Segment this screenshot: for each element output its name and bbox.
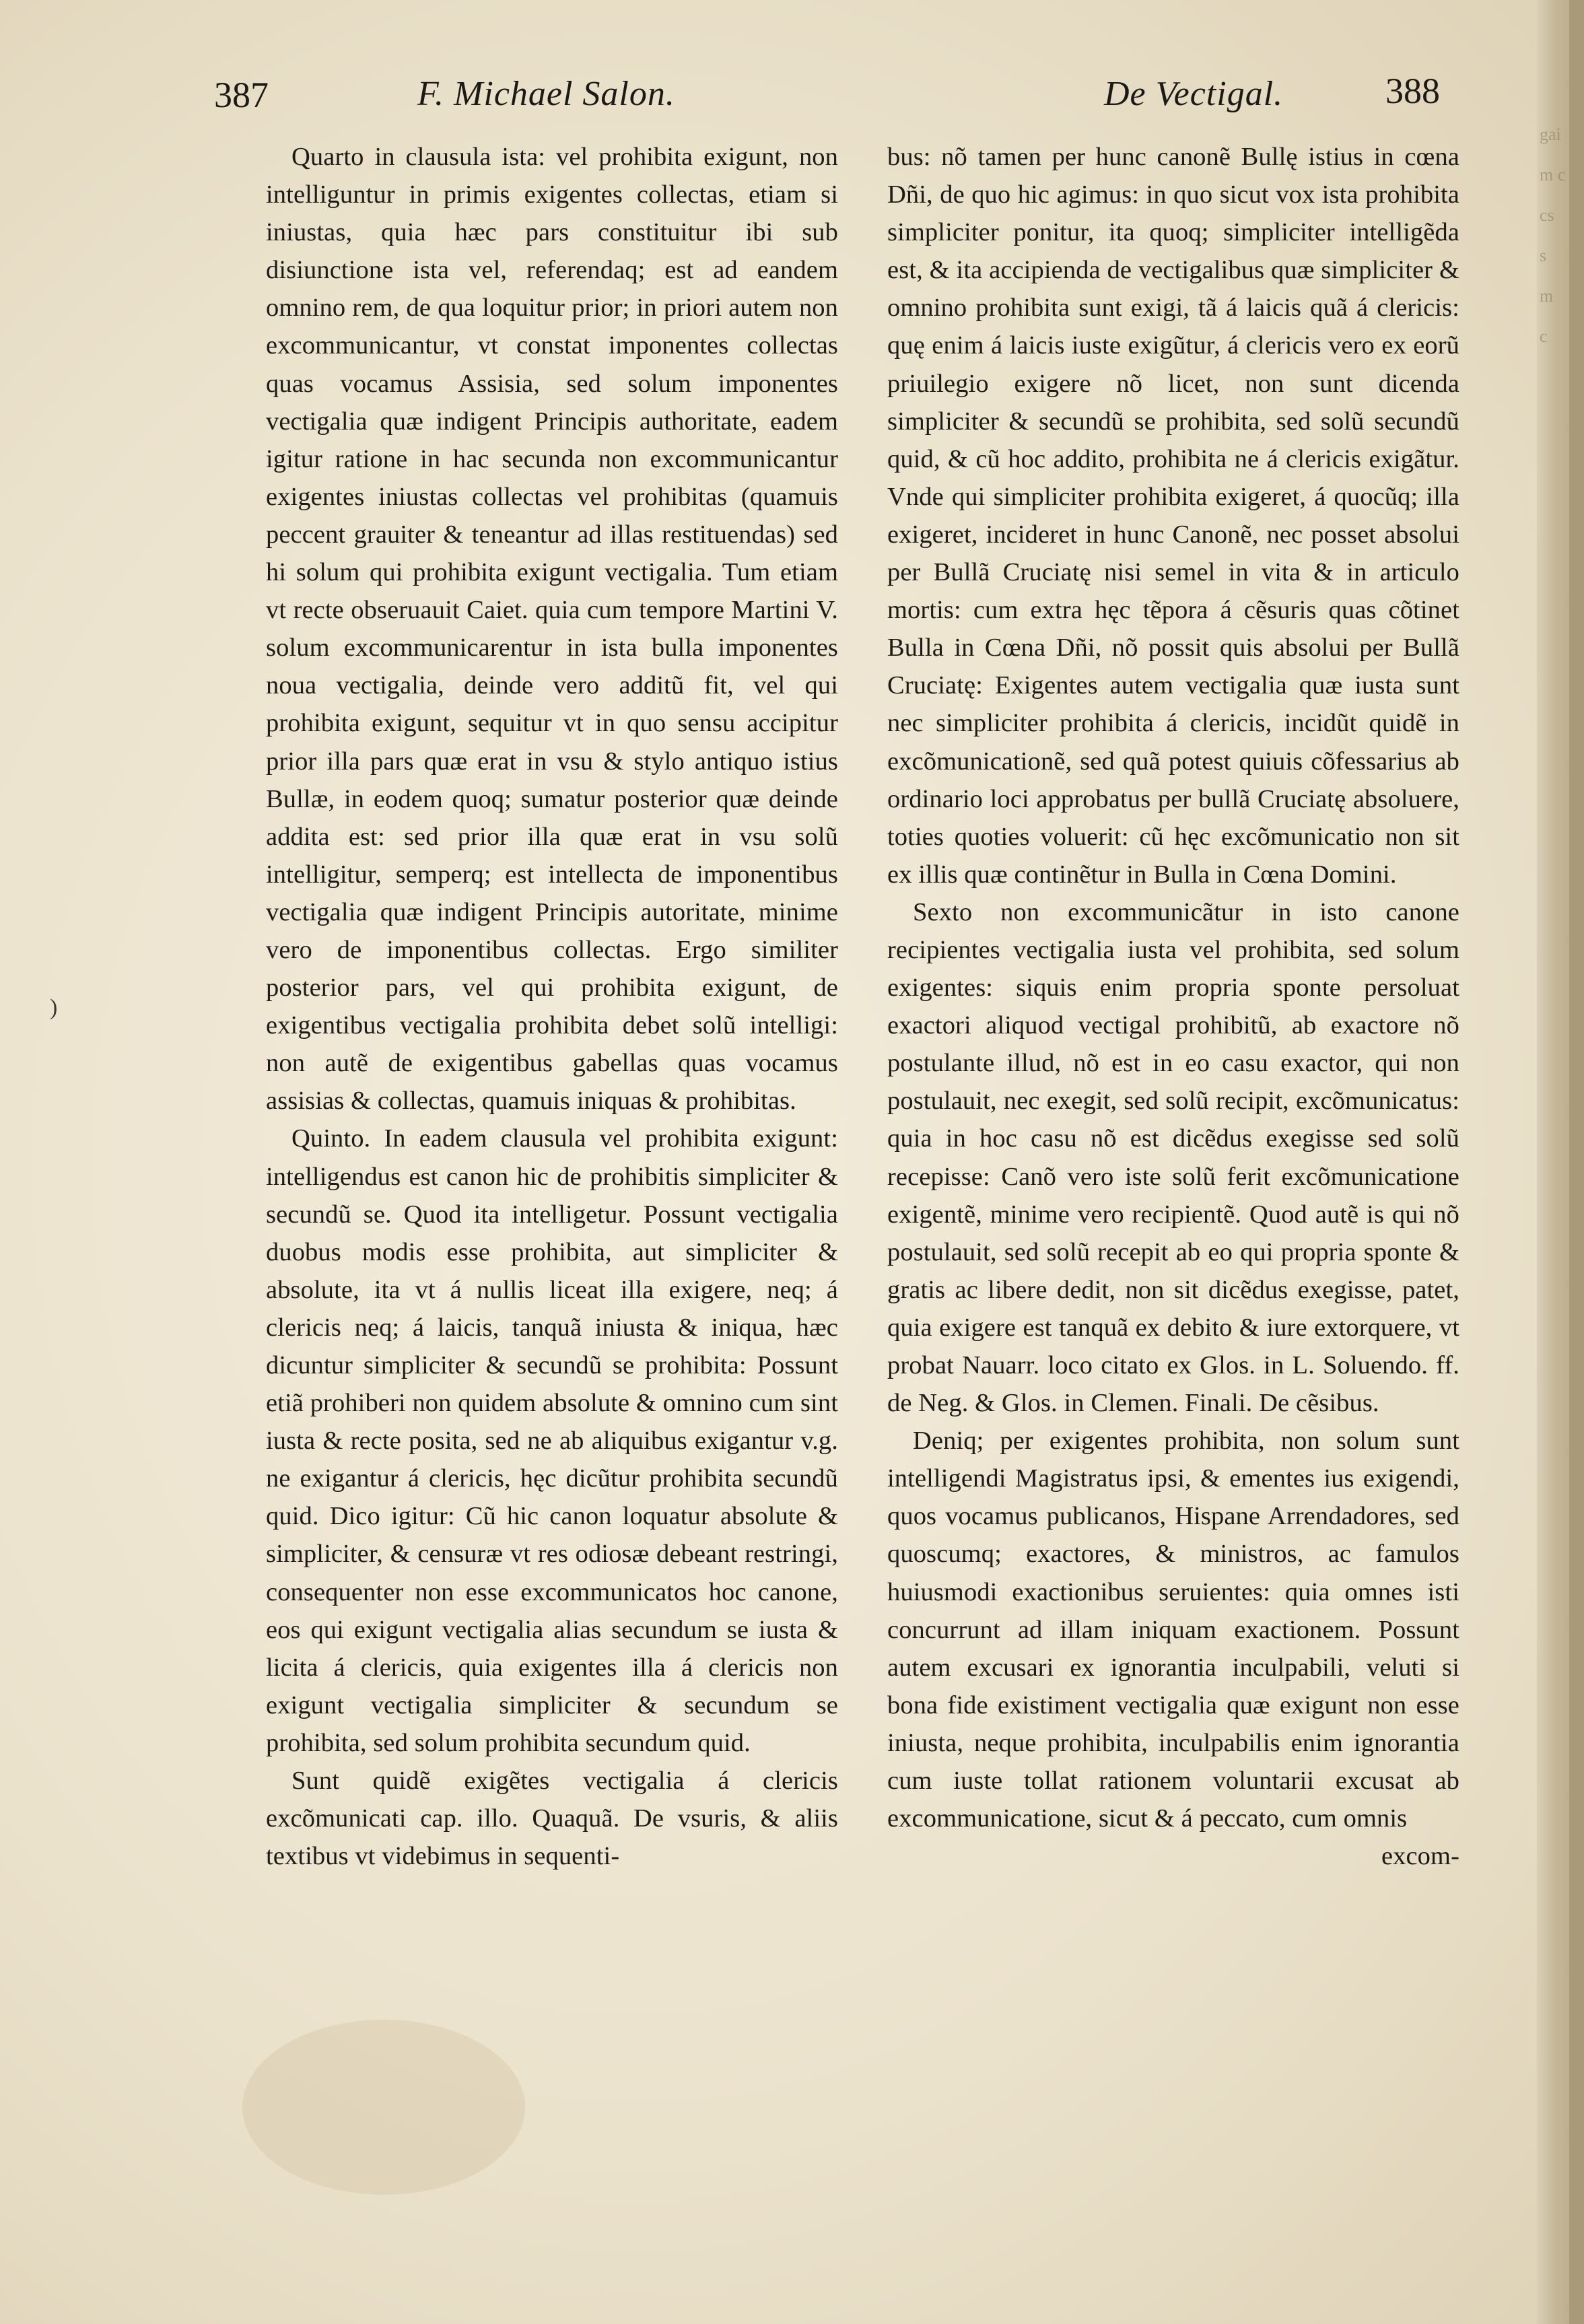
paragraph: Sunt quidẽ exigẽtes vectigalia á clericis excõmunicati cap. illo. Quaquã. De vsuris, & aliis textibus vt videbimus in sequenti-	[266, 1767, 838, 1871]
marginalia-line: m	[1540, 286, 1554, 306]
paragraph: Deniq; per exigentes prohibita, non solum sunt intelligendi Magistratus ipsi, & ementes ius exigendi, quos vocamus publicanos, Hispane Arrendadores, sed quoscumq; exactores, & ministros, ac famulos huiusmodi exactionibus seruientes: quia omnes isti concurrunt ad illam iniquam exactionem. Possunt autem excusari ex ignorantia inculpabili, veluti si bona fide existiment vectigalia quæ exigunt non esse iniusta, neque prohibita, inculpabilis enim ignorantia cum iuste tollat rationem voluntarii excusat ab excommunicatione, sicut & á peccato, cum omnis	[887, 1427, 1459, 1833]
marginalia	[1540, 114, 1580, 357]
paragraph: Quinto. In eadem clausula vel prohibita exigunt: intelligendus est canon hic de prohibitis simpliciter & secundũ se. Quod ita intelligetur. Possunt vectigalia duobus modis esse prohibita, aut simpliciter & absolute, ita vt á nullis liceat illa exigere, neq; á clericis neq; á laicis, tanquã iniusta & iniqua, hæc dicuntur simpliciter & secundũ se prohibita: Possunt etiã prohiberi non quidem absolute & omnino cum sint iusta & recte posita, sed ne ab aliquibus exigantur v.g. ne exigantur á clericis, hęc dicũtur prohibita secundũ quid. Dico igitur: Cũ hic canon loquatur absolute & simpliciter, & censuræ vt res odiosæ debeant restringi, consequenter non esse excommunicatos hoc canone, eos qui exigunt vectigalia alias secundum se iusta & licita á clericis, quia exigentes illa á clericis non exigunt vectigalia simpliciter & secundum se prohibita, sed solum prohibita secundum quid.	[266, 1124, 838, 1757]
paragraph: bus: nõ tamen per hunc canonẽ Bullę istius in cœna Dñi, de quo hic agimus: in quo sicut vox ista prohibita simpliciter ponitur, ita quoq; simpliciter intelligẽda est, & ita accipienda de vectigalibus quæ simpliciter & omnino prohibita sunt exigi, tã á laicis quã á clericis: quę enim á laicis iuste exigũtur, á clericis vero ex eorũ priuilegio exigere nõ licet, non sunt dicenda simpliciter & secundũ se prohibita, sed solũ secundũ quid, & cũ hoc addito, prohibita ne á clericis exigãtur. Vnde qui simpliciter prohibita exigeret, á quocũq; illa exigeret, incideret in hunc Canonẽ, nec posset absolui per Bullã Cruciatę nisi semel in vita & in articulo mortis: cum extra hęc tẽpora á cẽsuris quas cõtinet Bulla in Cœna Dñi, nõ possit quis absolui per Bullã Cruciatę: Exigentes autem vectigalia quæ iusta sunt nec simpliciter prohibita á clericis, incidũt quidẽ in excõmunicationẽ, sed quã potest quiuis cõfessarius ab ordinario loci approbatus per bullã Cruciatę absoluere, toties quoties voluerit: cũ hęc excõmunicatio non sit ex illis quæ continẽtur in Bulla in Cœna Domini.	[887, 143, 1459, 889]
running-header	[0, 71, 1548, 128]
marginalia-line: c	[1540, 327, 1548, 346]
water-stain	[242, 2020, 525, 2195]
paragraph: Quarto in clausula ista: vel prohibita exigunt, non intelliguntur in primis exigentes collectas, etiam si iniustas, quia hæc pars constituitur ibi sub disiunctione ista vel, referendaq; est ad eandem omnino rem, de qua loquitur prior; in priori autem non excommunicantur, vt constat imponentes collectas quas vocamus Assisia, sed solum imponentes vectigalia quæ indigent Principis authoritate, eadem igitur ratione in hac secunda non excommunicantur exigentes iniustas collectas vel prohibitas (quamuis peccent grauiter & teneantur ad illas restituendas) sed hi solum qui prohibita exigunt vectigalia. Tum etiam vt recte obseruauit Caiet. quia cum tempore Martini V. solum excommunicarentur in ista bulla imponentes noua vectigalia, deinde vero additũ fit, vel qui prohibita exigunt, sequitur vt in quo sensu accipitur prior illa pars quæ erat in vsu & stylo antiquo istius Bullæ, in eodem quoq; sumatur posterior quæ deinde addita est: sed prior illa quæ erat in vsu solũ intelligitur, semperq; est intellecta de imponentibus vectigalia quæ indigent Principis autoritate, minime vero de imponentibus collectas. Ergo similiter posterior pars, vel qui prohibita exigunt, de exigentibus vectigalia prohibita debet solũ intelligi: non autẽ de exigentibus gabellas quas vocamus assisias & collectas, quamuis iniquas & prohibitas.	[266, 143, 838, 1116]
page-number-right: 388	[1385, 71, 1440, 111]
running-title: De Vectigal.	[1104, 75, 1284, 113]
catchword: excom-	[1381, 1842, 1459, 1871]
running-author: F. Michael Salon.	[417, 75, 675, 113]
page-number-left: 387	[214, 75, 269, 115]
marginalia-line: cs	[1540, 205, 1554, 225]
marginalia-line: s	[1540, 246, 1547, 265]
right-column	[887, 138, 1459, 1875]
marginalia-line: m c	[1540, 165, 1566, 184]
paragraph: Sexto non excommunicãtur in isto canone recipientes vectigalia iusta vel prohibita, sed solum exigentes: siquis enim propria sponte persoluat exactori aliquod vectigal prohibitũ, ab exactore nõ postulante illud, nõ est in eo casu exactor, qui non postulauit, nec exegit, sed solũ recipit, excõmunicatus: quia in hoc casu nõ est dicẽdus exegisse sed solũ recepisse: Canõ vero iste solũ ferit excõmunicatione exigentẽ, minime vero recipientẽ. Quod autẽ is qui nõ postulauit, sed solũ recepit ab eo qui propria sponte & gratis ac libere dedit, non sit dicẽdus exegisse, patet, quia exigere est tanquã ex debito & iure extorquere, vt probat Nauarr. loco citato ex Glos. in L. Soluendo. ff. de Neg. & Glos. in Clemen. Finali. De cẽsibus.	[887, 897, 1459, 1418]
marginalia-line: gai	[1540, 125, 1561, 144]
left-column	[266, 138, 838, 1875]
margin-mark: )	[50, 995, 58, 1020]
